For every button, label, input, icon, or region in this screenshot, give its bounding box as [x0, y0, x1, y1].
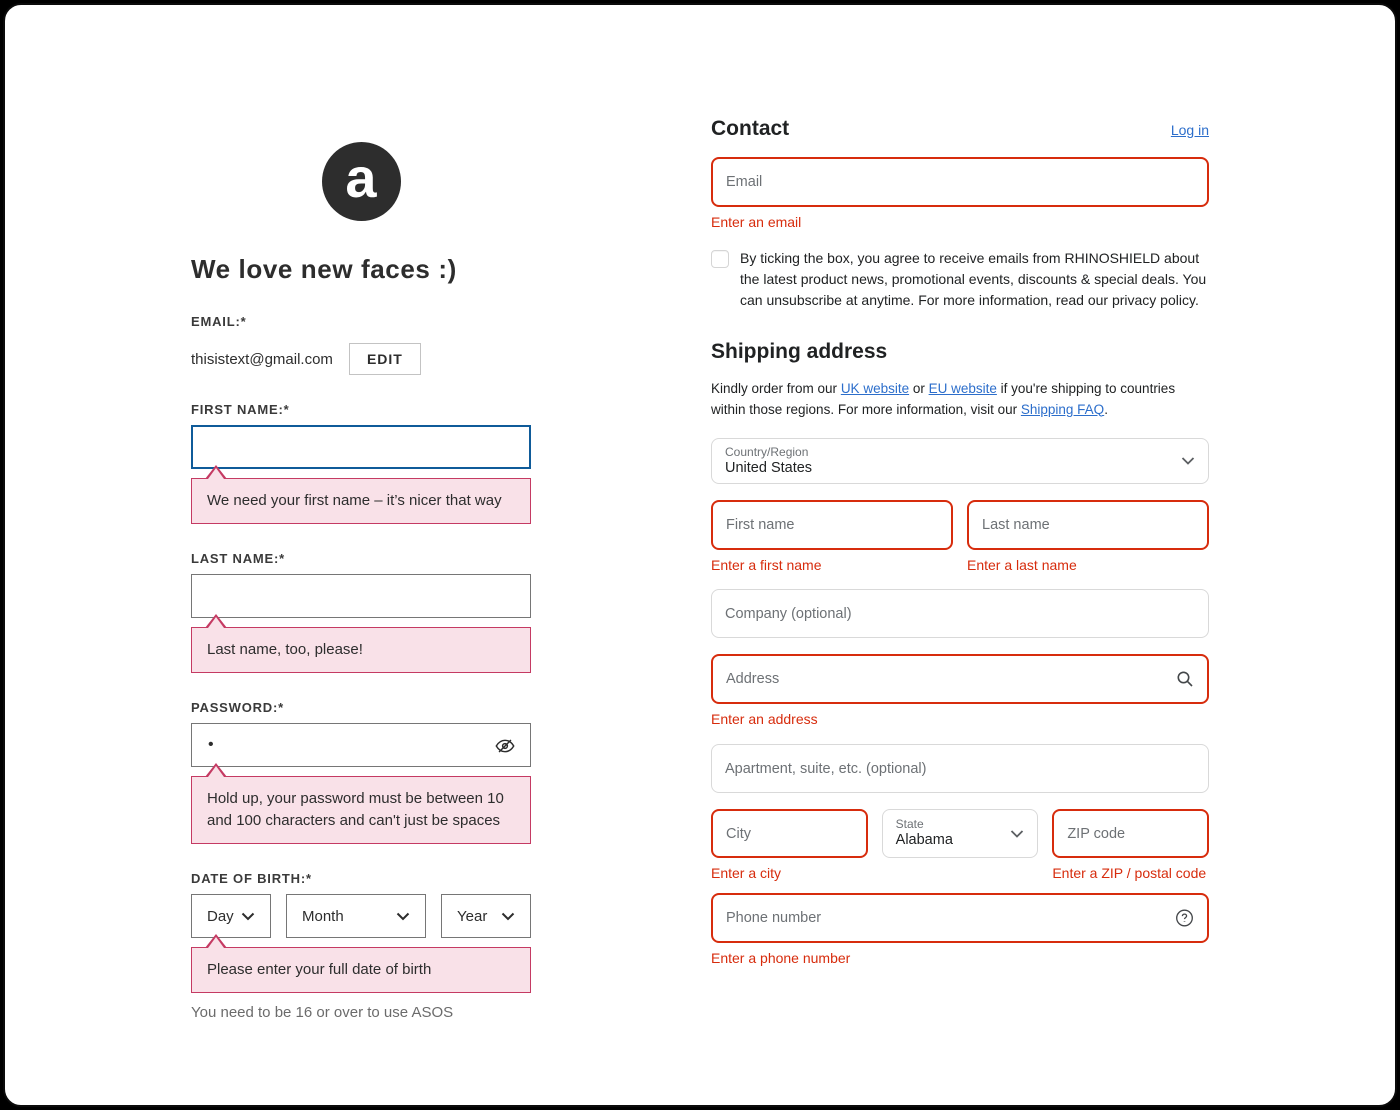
state-label: State — [895, 817, 924, 831]
dob-label: DATE OF BIRTH:* — [191, 871, 312, 886]
email-row — [191, 343, 531, 375]
checkout-panel — [711, 5, 1209, 966]
address-input[interactable] — [711, 654, 1209, 704]
first-name-label: FIRST NAME:* — [191, 402, 290, 417]
checkout-email-field[interactable] — [726, 174, 1194, 190]
shipping-note-part2: or — [909, 381, 929, 396]
company-field[interactable] — [725, 606, 1195, 622]
chevron-down-icon — [241, 908, 255, 925]
city-input[interactable] — [711, 809, 868, 858]
phone-input[interactable] — [711, 893, 1209, 943]
consent-row — [711, 248, 1209, 311]
asos-logo — [322, 142, 401, 221]
zip-input[interactable] — [1052, 809, 1209, 858]
company-input[interactable] — [711, 589, 1209, 638]
dob-year-value: Year — [457, 907, 488, 925]
last-name-error: Enter a last name — [967, 557, 1077, 573]
dob-year-select[interactable] — [441, 894, 531, 938]
email-error: Enter an email — [711, 214, 802, 230]
shipping-note-part1: Kindly order from our — [711, 381, 841, 396]
state-select[interactable] — [882, 809, 1039, 858]
page — [3, 3, 1397, 1107]
name-row — [711, 500, 1209, 550]
dob-day-value: Day — [207, 907, 234, 925]
city-zip-errors-row — [711, 858, 1209, 881]
shipping-heading: Shipping address — [711, 340, 888, 363]
login-link[interactable]: Log in — [1170, 122, 1209, 138]
shipping-faq-link[interactable]: Shipping FAQ — [1020, 401, 1105, 417]
dob-month-select[interactable] — [286, 894, 426, 938]
phone-field[interactable] — [726, 910, 1194, 926]
shipping-note-part4: . — [1104, 401, 1108, 417]
apartment-input[interactable] — [711, 744, 1209, 793]
shipping-note-part3: if you're shipping to countries within those regions. For more information, visit our — [711, 381, 1176, 417]
last-name-error-tooltip — [191, 627, 531, 673]
last-name-error-text: Last name, too, please! — [207, 641, 363, 658]
country-label: Country/Region — [725, 444, 809, 459]
email-label: EMAIL:* — [191, 314, 247, 329]
shipping-first-name-field[interactable] — [726, 517, 938, 533]
country-select[interactable] — [711, 438, 1209, 484]
city-state-zip-row — [711, 809, 1209, 858]
first-name-field[interactable] — [209, 438, 513, 456]
last-name-label: LAST NAME:* — [191, 551, 286, 566]
consent-text: By ticking the box, you agree to receive emails from RHINOSHIELD about the latest product news, promotional events, discounts & special deals. You can unsubscribe at anytime. For more information, read our privacy policy. — [740, 250, 1207, 308]
password-error-text: Hold up, your password must be between 10 and 100 characters and can't just be spaces — [207, 790, 504, 829]
country-value: United States — [725, 459, 813, 476]
phone-error: Enter a phone number — [711, 950, 851, 966]
chevron-down-icon — [1010, 829, 1024, 838]
search-icon — [1176, 670, 1194, 688]
eu-website-link[interactable]: EU website — [928, 381, 997, 396]
dob-row — [191, 894, 531, 938]
state-value: Alabama — [895, 832, 953, 848]
dob-error-tooltip — [191, 947, 531, 993]
shipping-last-name-input[interactable] — [967, 500, 1209, 550]
first-name-error-text: We need your first name – it’s nicer that way — [207, 492, 502, 509]
contact-heading: Contact — [711, 117, 790, 140]
zip-error: Enter a ZIP / postal code — [1052, 865, 1207, 881]
address-field[interactable] — [726, 671, 1194, 687]
asos-logo-letter: a — [345, 145, 377, 209]
eye-off-icon[interactable] — [494, 735, 516, 762]
checkout-email-input[interactable] — [711, 157, 1209, 207]
name-errors-row — [711, 550, 1209, 573]
marketing-consent-checkbox[interactable] — [711, 250, 729, 268]
first-name-error-tooltip — [191, 478, 531, 524]
city-error: Enter a city — [711, 865, 782, 881]
shipping-first-name-input[interactable] — [711, 500, 953, 550]
contact-header-row — [711, 117, 1209, 141]
zip-field[interactable] — [1067, 826, 1194, 842]
dob-month-value: Month — [302, 907, 344, 925]
signup-heading: We love new faces :) — [191, 254, 457, 284]
first-name-error: Enter a first name — [711, 557, 822, 573]
chevron-down-icon — [501, 908, 515, 925]
password-error-tooltip — [191, 776, 531, 844]
last-name-input[interactable] — [191, 574, 531, 618]
shipping-last-name-field[interactable] — [982, 517, 1194, 533]
shipping-note — [711, 379, 1209, 420]
address-error: Enter an address — [711, 711, 818, 727]
last-name-field[interactable] — [208, 587, 514, 605]
uk-website-link[interactable]: UK website — [840, 381, 910, 396]
first-name-input[interactable] — [191, 425, 531, 469]
password-input[interactable] — [191, 723, 531, 767]
password-field[interactable] — [208, 736, 514, 754]
dob-error-text: Please enter your full date of birth — [207, 961, 432, 978]
dob-day-select[interactable] — [191, 894, 271, 938]
apartment-field[interactable] — [725, 761, 1195, 777]
help-icon[interactable] — [1175, 909, 1194, 928]
chevron-down-icon — [1181, 457, 1195, 466]
asos-signup-panel — [191, 5, 531, 1021]
chevron-down-icon — [396, 908, 410, 925]
edit-email-button[interactable]: EDIT — [349, 343, 421, 375]
age-note: You need to be 16 or over to use ASOS — [191, 1004, 454, 1021]
password-label: PASSWORD:* — [191, 700, 284, 715]
city-field[interactable] — [726, 826, 853, 842]
email-value: thisistext@gmail.com — [191, 350, 333, 368]
